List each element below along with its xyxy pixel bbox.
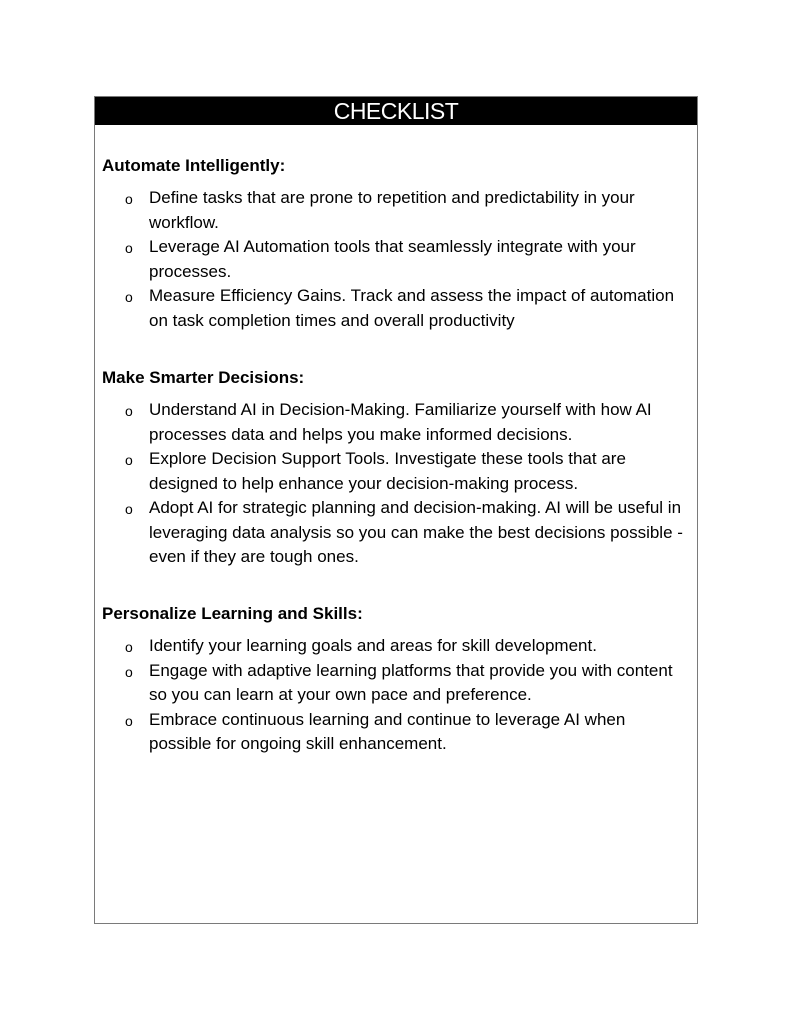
list-item (102, 447, 691, 496)
bullet-icon: o (125, 639, 133, 655)
list-item (102, 284, 691, 333)
bullet-icon: o (125, 191, 133, 207)
list-item-text: Identify your learning goals and areas for skill development. (149, 636, 597, 655)
list-item-text: Understand AI in Decision-Making. Familiarize yourself with how AI processes data and helps you make informed decisions. (149, 400, 652, 444)
list-item (102, 708, 691, 757)
section-automate-intelligently (102, 154, 691, 333)
list-item-text: Measure Efficiency Gains. Track and assess the impact of automation on task completion times and overall productivity (149, 286, 675, 330)
list-item (102, 634, 691, 659)
bullet-icon: o (125, 289, 133, 305)
bullet-icon: o (125, 240, 133, 256)
list-item-text: Adopt AI for strategic planning and decision-making. AI will be useful in leveraging data analysis so you can make the best decisions possible - even if they are tough ones. (149, 498, 683, 566)
list-item (102, 235, 691, 284)
section-personalize-learning (102, 602, 691, 757)
section-heading: Automate Intelligently: (102, 156, 286, 175)
bullet-icon: o (125, 501, 133, 517)
list-item (102, 186, 691, 235)
list-item (102, 659, 691, 708)
section-heading: Personalize Learning and Skills: (102, 604, 363, 623)
checklist-items (102, 186, 691, 333)
checklist-items (102, 634, 691, 757)
bullet-icon: o (125, 403, 133, 419)
checklist-box (94, 96, 698, 924)
list-item-text: Define tasks that are prone to repetition and predictability in your workflow. (149, 188, 635, 232)
list-item-text: Leverage AI Automation tools that seamlessly integrate with your processes. (149, 237, 636, 281)
checklist-title: CHECKLIST (95, 97, 697, 125)
list-item-text: Engage with adaptive learning platforms that provide you with content so you can learn at your own pace and preference. (149, 660, 673, 704)
list-item-text: Explore Decision Support Tools. Investigate these tools that are designed to help enhance your decision-making process. (149, 449, 626, 493)
list-item (102, 496, 691, 570)
bullet-icon: o (125, 452, 133, 468)
list-item-text: Embrace continuous learning and continue to leverage AI when possible for ongoing skill enhancement. (149, 709, 626, 753)
checklist-items (102, 398, 691, 570)
section-make-smarter-decisions (102, 366, 691, 570)
list-item (102, 398, 691, 447)
bullet-icon: o (125, 663, 133, 680)
bullet-icon: o (125, 712, 133, 729)
section-heading: Make Smarter Decisions: (102, 368, 305, 387)
